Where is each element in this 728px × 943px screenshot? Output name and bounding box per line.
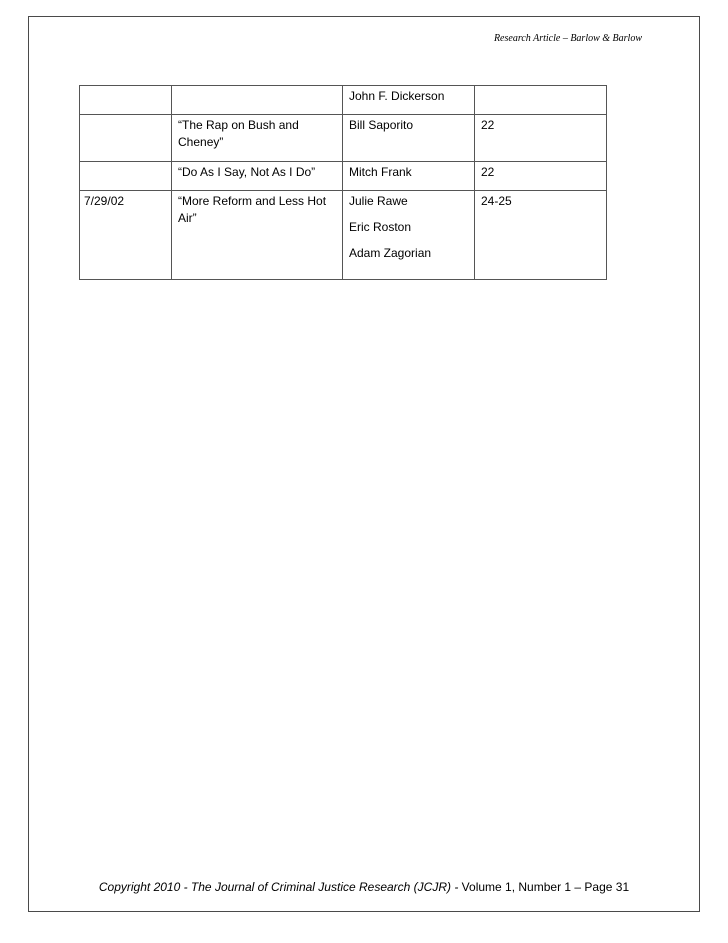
authors-cell bbox=[343, 191, 475, 280]
pages-cell bbox=[475, 86, 607, 115]
title-cell: “The Rap on Bush and Cheney” bbox=[172, 115, 343, 162]
title-cell: “More Reform and Less Hot Air” bbox=[172, 191, 343, 280]
author-name: Adam Zagorian bbox=[349, 246, 432, 260]
pages-cell: 22 bbox=[475, 162, 607, 191]
author-name: Mitch Frank bbox=[349, 165, 412, 179]
date-cell: 7/29/02 bbox=[80, 191, 172, 280]
date-cell bbox=[80, 86, 172, 115]
table-row bbox=[80, 191, 607, 280]
date-cell bbox=[80, 162, 172, 191]
table-row bbox=[80, 86, 607, 115]
table-row bbox=[80, 115, 607, 162]
authors-cell bbox=[343, 162, 475, 191]
footer-journal-text: Copyright 2010 - The Journal of Criminal Justice Research (JCJR) - bbox=[98, 880, 459, 894]
table-row bbox=[80, 162, 607, 191]
author-name: Bill Saporito bbox=[349, 118, 414, 132]
footer-volume-text: Volume 1, Number 1 – Page 31 bbox=[458, 880, 630, 894]
citations-table bbox=[79, 85, 607, 280]
page-footer bbox=[0, 880, 728, 894]
pages-cell: 24-25 bbox=[475, 191, 607, 280]
author-name: Julie Rawe bbox=[349, 194, 408, 208]
title-cell bbox=[172, 86, 343, 115]
authors-cell bbox=[343, 86, 475, 115]
date-cell bbox=[80, 115, 172, 162]
running-header: Research Article – Barlow & Barlow bbox=[493, 33, 642, 44]
authors-cell bbox=[343, 115, 475, 162]
pages-cell: 22 bbox=[475, 115, 607, 162]
title-cell: “Do As I Say, Not As I Do” bbox=[172, 162, 343, 191]
author-name: Eric Roston bbox=[349, 220, 412, 234]
author-name: John F. Dickerson bbox=[349, 89, 445, 103]
